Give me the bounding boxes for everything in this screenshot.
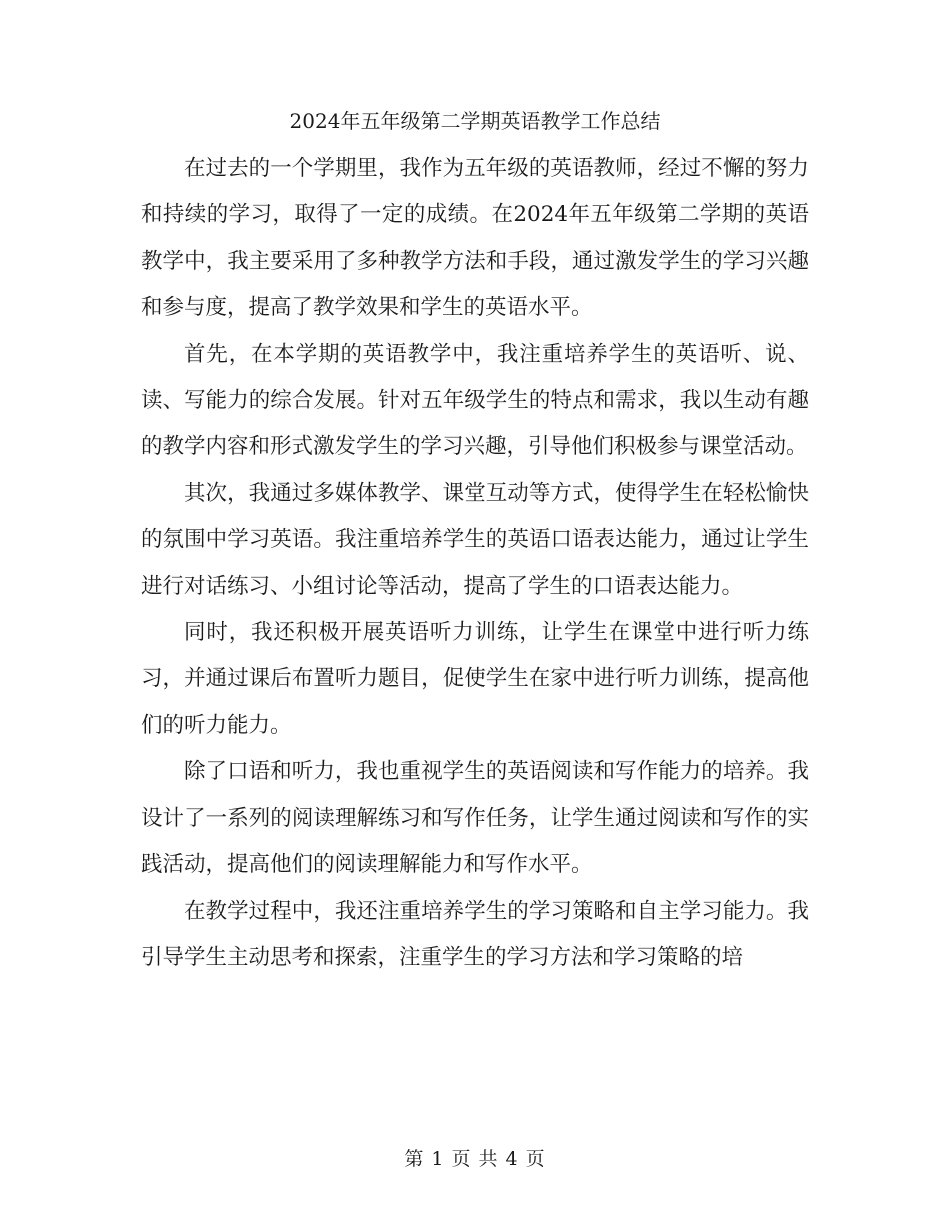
paragraph-learning-strategy: 在教学过程中，我还注重培养学生的学习策略和自主学习能力。我引导学生主动思考和探索，注重学生的学习方法和学习策略的培 [141, 898, 809, 970]
document-body [141, 146, 809, 981]
paragraph-second: 其次，我通过多媒体教学、课堂互动等方式，使得学生在轻松愉快的氛围中学习英语。我注重培养学生的英语口语表达能力，通过让学生进行对话练习、小组讨论等活动，提高了学生的口语表达能力。 [141, 480, 809, 599]
paragraph-listening: 同时，我还积极开展英语听力训练，让学生在课堂中进行听力练习，并通过课后布置听力题目，促使学生在家中进行听力训练，提高他们的听力能力。 [141, 620, 809, 738]
paragraph-reading-writing: 除了口语和听力，我也重视学生的英语阅读和写作能力的培养。我设计了一系列的阅读理解练习和写作任务，让学生通过阅读和写作的实践活动，提高他们的阅读理解能力和写作水平。 [141, 759, 809, 878]
paragraph-intro: 在过去的一个学期里，我作为五年级的英语教师，经过不懈的努力和持续的学习，取得了一定的成绩。在2024年五年级第二学期的英语教学中，我主要采用了多种教学方法和手段，通过激发学生的学习兴趣和参与度，提高了教学效果和学生的英语水平。 [141, 156, 809, 321]
paragraph-first: 首先，在本学期的英语教学中，我注重培养学生的英语听、说、读、写能力的综合发展。针对五年级学生的特点和需求，我以生动有趣的教学内容和形式激发学生的学习兴趣，引导他们积极参与课堂活动。 [141, 341, 809, 460]
document-title: 2024年五年级第二学期英语教学工作总结 [289, 109, 661, 133]
page-number: 第 1 页 共 4 页 [404, 1148, 546, 1170]
